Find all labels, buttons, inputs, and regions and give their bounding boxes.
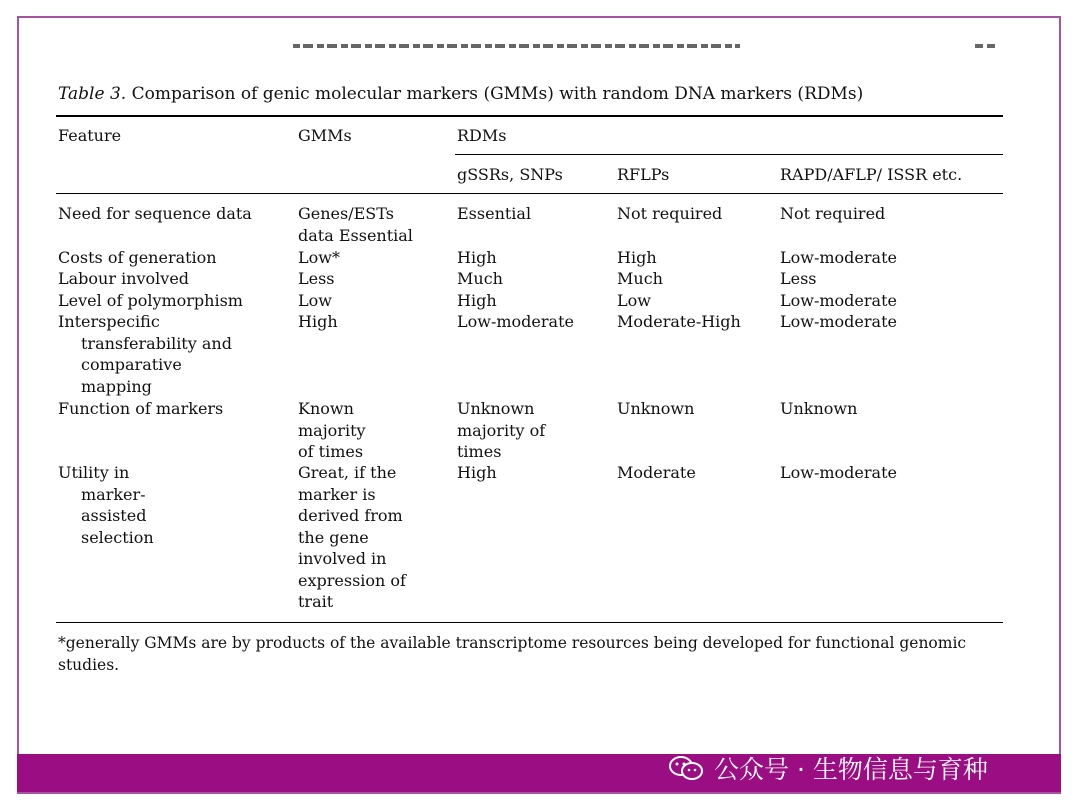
page-number xyxy=(975,44,997,48)
header-rdms: RDMs xyxy=(457,126,507,145)
header-rflps: RFLPs xyxy=(617,165,670,184)
cell-rflp: Much xyxy=(617,269,663,288)
table-top-rule xyxy=(56,115,1003,117)
cell-gmms: the gene xyxy=(298,527,369,547)
cell-rapd: Low-moderate xyxy=(780,312,897,331)
header-gmms: GMMs xyxy=(298,126,352,145)
cell-gmms: expression of xyxy=(298,570,406,590)
cell-rflp: Unknown xyxy=(617,399,695,418)
cell-feature: Function of markers xyxy=(58,399,224,418)
cell-gmms: trait xyxy=(298,592,334,611)
cell-gmms: involved in xyxy=(298,549,387,568)
cell-gmms: of times xyxy=(298,442,364,461)
cell-gmms: Less xyxy=(298,269,335,288)
cell-gmms: Genes/ESTs xyxy=(298,204,394,223)
cell-feature: Level of polymorphism xyxy=(58,291,243,310)
cell-gssr: Low-moderate xyxy=(457,312,574,331)
cell-gmms: Low* xyxy=(298,248,340,267)
header-feature: Feature xyxy=(58,126,122,145)
cell-feature: transferability and xyxy=(81,333,232,353)
rdms-sub-rule xyxy=(455,154,1003,155)
cell-gssr: Essential xyxy=(457,204,532,223)
cell-gssr: High xyxy=(457,291,497,310)
cell-feature: selection xyxy=(81,527,154,547)
watermark-text: 公众号 · 生物信息与育种 xyxy=(714,755,988,784)
cell-feature: Labour involved xyxy=(58,269,190,288)
cell-gmms: derived from xyxy=(298,506,403,525)
cell-gmms: Great, if the xyxy=(298,463,397,482)
table-footnote: *generally GMMs are by products of the available transcriptome resources being developed for functional genomic studies. xyxy=(58,634,967,674)
cell-rflp: Low xyxy=(617,291,651,310)
cell-gmms: Low xyxy=(298,291,332,310)
running-header xyxy=(293,44,740,48)
cell-rapd: Low-moderate xyxy=(780,248,897,267)
cell-rflp: Moderate-High xyxy=(617,312,741,331)
cell-rflp: Not required xyxy=(617,204,723,223)
cell-gmms: majority xyxy=(298,420,366,440)
header-gssrs-snps: gSSRs, SNPs xyxy=(457,165,563,184)
table-caption-label: Table 3. xyxy=(58,84,127,104)
cell-feature: marker- xyxy=(81,484,146,504)
cell-feature: Utility in xyxy=(58,463,130,482)
cell-rapd: Unknown xyxy=(780,399,858,418)
cell-gmms: Known xyxy=(298,399,354,418)
header-bottom-rule xyxy=(56,193,1003,194)
table-bottom-rule xyxy=(56,622,1003,623)
cell-gmms: data Essential xyxy=(298,225,413,245)
cell-gssr: times xyxy=(457,442,502,461)
table-caption xyxy=(58,84,863,104)
cell-rapd: Low-moderate xyxy=(780,291,897,310)
cell-gmms: marker is xyxy=(298,484,376,504)
cell-rapd: Not required xyxy=(780,204,886,223)
cell-gssr: High xyxy=(457,248,497,267)
cell-rapd: Low-moderate xyxy=(780,463,897,482)
cell-gssr: Unknown xyxy=(457,399,535,418)
wechat-watermark xyxy=(668,749,988,787)
cell-feature: mapping xyxy=(81,376,152,396)
cell-feature: Need for sequence data xyxy=(58,204,252,223)
cell-rflp: High xyxy=(617,248,657,267)
cell-gmms: High xyxy=(298,312,338,331)
table-caption-text: Comparison of genic molecular markers (GMMs) with random DNA markers (RDMs) xyxy=(131,84,864,104)
cell-gssr: majority of xyxy=(457,420,546,440)
cell-feature: Interspecific xyxy=(58,312,160,331)
wechat-icon xyxy=(668,755,704,781)
cell-feature: assisted xyxy=(81,506,147,525)
cell-gssr: Much xyxy=(457,269,503,288)
cell-gssr: High xyxy=(457,463,497,482)
cell-rapd: Less xyxy=(780,269,817,288)
cell-feature: Costs of generation xyxy=(58,248,217,267)
cell-rflp: Moderate xyxy=(617,463,696,482)
cell-feature: comparative xyxy=(81,355,182,374)
header-rapd-aflp-issr: RAPD/AFLP/ ISSR etc. xyxy=(780,165,963,184)
